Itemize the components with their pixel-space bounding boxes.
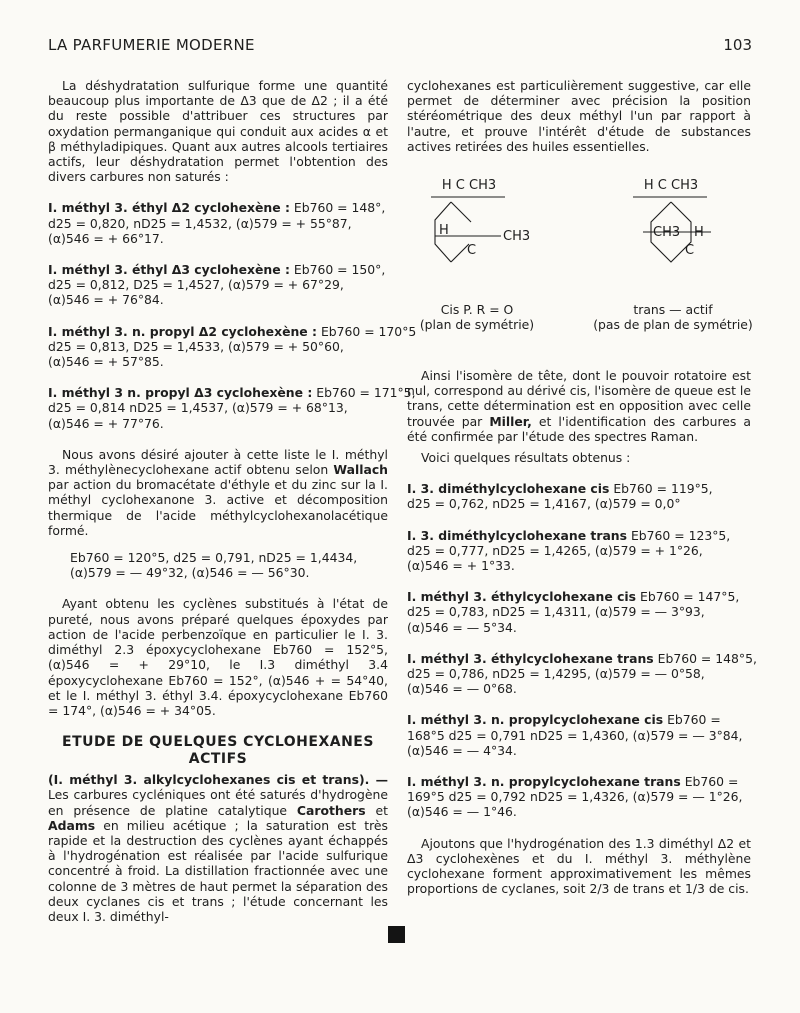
boiling-point: Eb760 = 123°5,: [630, 527, 731, 543]
boiling-point: Eb760 = 148°,: [293, 200, 386, 216]
result-entry: [407, 589, 751, 635]
compound-entry: [48, 262, 388, 308]
boiling-point: Eb760 = 150°,: [293, 262, 386, 278]
page-number: 103: [723, 36, 752, 54]
compound-constants: d25 = 0,812, D25 = 1,4527, (α)579 = + 67°29,: [48, 277, 344, 293]
author-name: Miller,: [489, 413, 532, 429]
section-heading: ETUDE DE QUELQUES CYCLOHEXANES ACTIFS: [62, 734, 374, 768]
paragraph: Voici quelques résultats obtenus :: [421, 450, 631, 466]
compound-name: I. méthyl 3. n. propyl Δ2 cyclohexène :: [48, 323, 317, 339]
result-entry: [407, 712, 751, 758]
compound-name: I. méthyl 3. n. propylcyclohexane trans: [407, 774, 681, 790]
compound-constants-block: [70, 550, 388, 580]
compound-constants: d25 = 0,783, nD25 = 1,4311, (α)579 = — 3°93,: [407, 604, 705, 620]
cis-diagram: [431, 178, 530, 262]
compound-constants: d25 = 0,777, nD25 = 1,4265, (α)579 = + 1°26,: [407, 542, 703, 558]
compound-rotation: (α)546 = + 77°76.: [48, 415, 164, 431]
compound-rotation: (α)546 = — 4°34.: [407, 742, 517, 758]
paragraph: cyclohexanes est particulièrement suggestive, car elle permet de déterminer avec précision la position stéréométrique des deux méthyl l'un par rapport à l'autre, et prouve l'intérêt d'étude de substances actives retirées des huiles essentielles.: [407, 78, 751, 154]
compound-constants: 168°5 d25 = 0,791 nD25 = 1,4360, (α)579 = — 3°84,: [407, 727, 743, 743]
running-header: [48, 36, 752, 56]
compound-constants: Eb760 = 120°5, d25 = 0,791, nD25 = 1,4434,: [70, 550, 358, 566]
left-column: [48, 78, 417, 940]
boiling-point: Eb760 =: [667, 712, 721, 728]
cis-c-label: C: [467, 243, 477, 259]
author-name: Wallach: [333, 462, 388, 478]
author-name: Carothers: [296, 802, 366, 818]
boiling-point: Eb760 = 119°5,: [613, 481, 713, 497]
compound-constants: 169°5 d25 = 0,792 nD25 = 1,4326, (α)579 = — 1°26,: [407, 789, 743, 805]
cis-top-label: H C CH3: [441, 178, 497, 194]
compound-rotation: (α)579 = — 49°32, (α)546 = — 56°30.: [70, 565, 310, 581]
stereo-formula-figure: [407, 174, 751, 350]
compound-rotation: (α)546 = — 0°68.: [407, 681, 517, 697]
boiling-point: Eb760 = 148°5,: [657, 650, 757, 666]
paragraph: Nous avons désiré ajouter à cette liste le I. méthyl 3. méthylènecyclohexane actif obtenu selon Wallach par action du bromacétate d'éthyle et du zinc sur la I. méthyl cyclohexanone 3. active et décomposition thermique de l'acide méthylcyclohexanolacétique formé.: [48, 446, 388, 538]
trans-caption: trans — actif (pas de plan de symétrie): [593, 302, 753, 333]
compound-rotation: (α)546 = + 1°33.: [407, 558, 515, 574]
journal-title: LA PARFUMERIE MODERNE: [48, 36, 255, 54]
result-entry: [407, 650, 757, 697]
compound-rotation: (α)546 = — 5°34.: [407, 619, 517, 635]
compound-name: I. 3. diméthylcyclohexane trans: [407, 527, 628, 543]
trans-top-label: H C CH3: [643, 178, 699, 194]
compound-rotation: (α)546 = — 1°46.: [407, 804, 517, 820]
result-entry: [407, 528, 751, 574]
compound-constants: d25 = 0,762, nD25 = 1,4167, (α)579 = 0,0°: [407, 496, 681, 512]
boiling-point: Eb760 = 171°5,: [316, 385, 416, 401]
page-footer-mark: [388, 926, 405, 943]
compound-name: I. méthyl 3. éthylcyclohexane trans: [407, 650, 654, 666]
paragraph: (I. méthyl 3. alkylcyclohexanes cis et trans). — Les carbures cycléniques ont été saturés d'hydrogène en présence de platine catalytique Carothers et Adams en milieu acétique ; la saturation est très rapide et la destruction des cyclènes ayant échappés à l'hydrogénation est réalisée par l'acide sulfurique concentré à froid. La distillation fractionnée avec une colonne de 3 mètres de haut permet la séparation des deux cyclanes cis et trans ; l'étude concernant les deux I. 3. diméthyl-: [48, 772, 388, 924]
boiling-point: Eb760 = 170°5: [320, 323, 417, 339]
compound-entry: [48, 323, 417, 370]
paragraph: La déshydratation sulfurique forme une quantité beaucoup plus importante de Δ3 que de Δ2 ; il a été du reste possible d'attribuer ces structures par oxydation permanganique qui conduit aux acides α et β méthyladipiques. Quant aux autres alcools tertiaires actifs, leur déshydratation permet l'obtention des divers carbures non saturés :: [48, 78, 388, 185]
compound-name: I. méthyl 3. n. propylcyclohexane cis: [407, 712, 664, 728]
cis-inner-h: H: [439, 223, 449, 239]
paragraph: Ainsi l'isomère de tête, dont le pouvoir rotatoire est nul, correspond au dérivé cis, l'isomère de queue est le trans, cette détermination est en opposition avec celle trouvée par Miller, et l'identification des carbures a été confirmée par l'étude des spectres Raman.: [407, 368, 751, 444]
compound-rotation: (α)546 = + 57°85.: [48, 354, 164, 370]
compound-name: I. 3. diméthylcyclohexane cis: [407, 481, 610, 497]
cis-caption: Cis P. R = O (plan de symétrie): [419, 302, 535, 333]
compound-constants: d25 = 0,820, nD25 = 1,4532, (α)579 = + 55°87,: [48, 215, 352, 231]
compound-name: I. méthyl 3. éthyl Δ3 cyclohexène :: [48, 262, 290, 278]
compound-name: I. méthyl 3. éthyl Δ2 cyclohexène :: [48, 200, 290, 216]
compound-name: I. méthyl 3. éthylcyclohexane cis: [407, 589, 637, 605]
trans-diagram: [633, 178, 711, 262]
compound-constants: d25 = 0,813, D25 = 1,4533, (α)579 = + 50°60,: [48, 338, 344, 354]
trans-inner-ch3: CH3: [653, 225, 681, 241]
boiling-point: Eb760 =: [684, 774, 739, 790]
paragraph-lead: (I. méthyl 3. alkylcyclohexanes cis et trans). —: [48, 772, 388, 788]
cis-ring-top-right: [451, 202, 471, 222]
trans-c-label: C: [685, 243, 695, 259]
boiling-point: Eb760 = 147°5,: [640, 589, 740, 605]
compound-entry: [48, 385, 416, 431]
paragraph: Ajoutons que l'hydrogénation des 1.3 diméthyl Δ2 et Δ3 cyclohexènes et du I. méthyl 3. méthylène cyclohexane forment approximativement les mêmes proportions de cyclanes, soit 2/3 de trans et 1/3 de cis.: [407, 835, 751, 897]
trans-inner-h: H: [694, 225, 704, 241]
compound-constants: d25 = 0,814 nD25 = 1,4537, (α)579 = + 68°13,: [48, 400, 348, 416]
right-column: [407, 78, 757, 913]
compound-rotation: (α)546 = + 66°17.: [48, 230, 164, 246]
result-entry: [407, 481, 751, 511]
result-entry: [407, 774, 751, 820]
cis-ch3-label: CH3: [503, 229, 531, 245]
paragraph: Ayant obtenu les cyclènes substitués à l'état de pureté, nous avons préparé quelques époxydes par action de l'acide perbenzoïque en particulier le I. 3. diméthyl 2.3 époxycyclohexane Eb760 = 152°5, (α)546 = + 29°10, le I.3 diméthyl 3.4 époxycyclohexane Eb760 = 152°, (α)546 + = 54°40, et le I. méthyl 3. éthyl 3.4. époxycyclohexane Eb760 = 174°, (α)546 = + 34°05.: [48, 596, 388, 718]
compound-entry: [48, 200, 388, 246]
compound-name: I. méthyl 3 n. propyl Δ3 cyclohexène :: [48, 385, 313, 401]
author-name: Adams: [48, 817, 96, 833]
compound-rotation: (α)546 = + 76°84.: [48, 292, 164, 308]
compound-constants: d25 = 0,786, nD25 = 1,4295, (α)579 = — 0°58,: [407, 666, 705, 682]
